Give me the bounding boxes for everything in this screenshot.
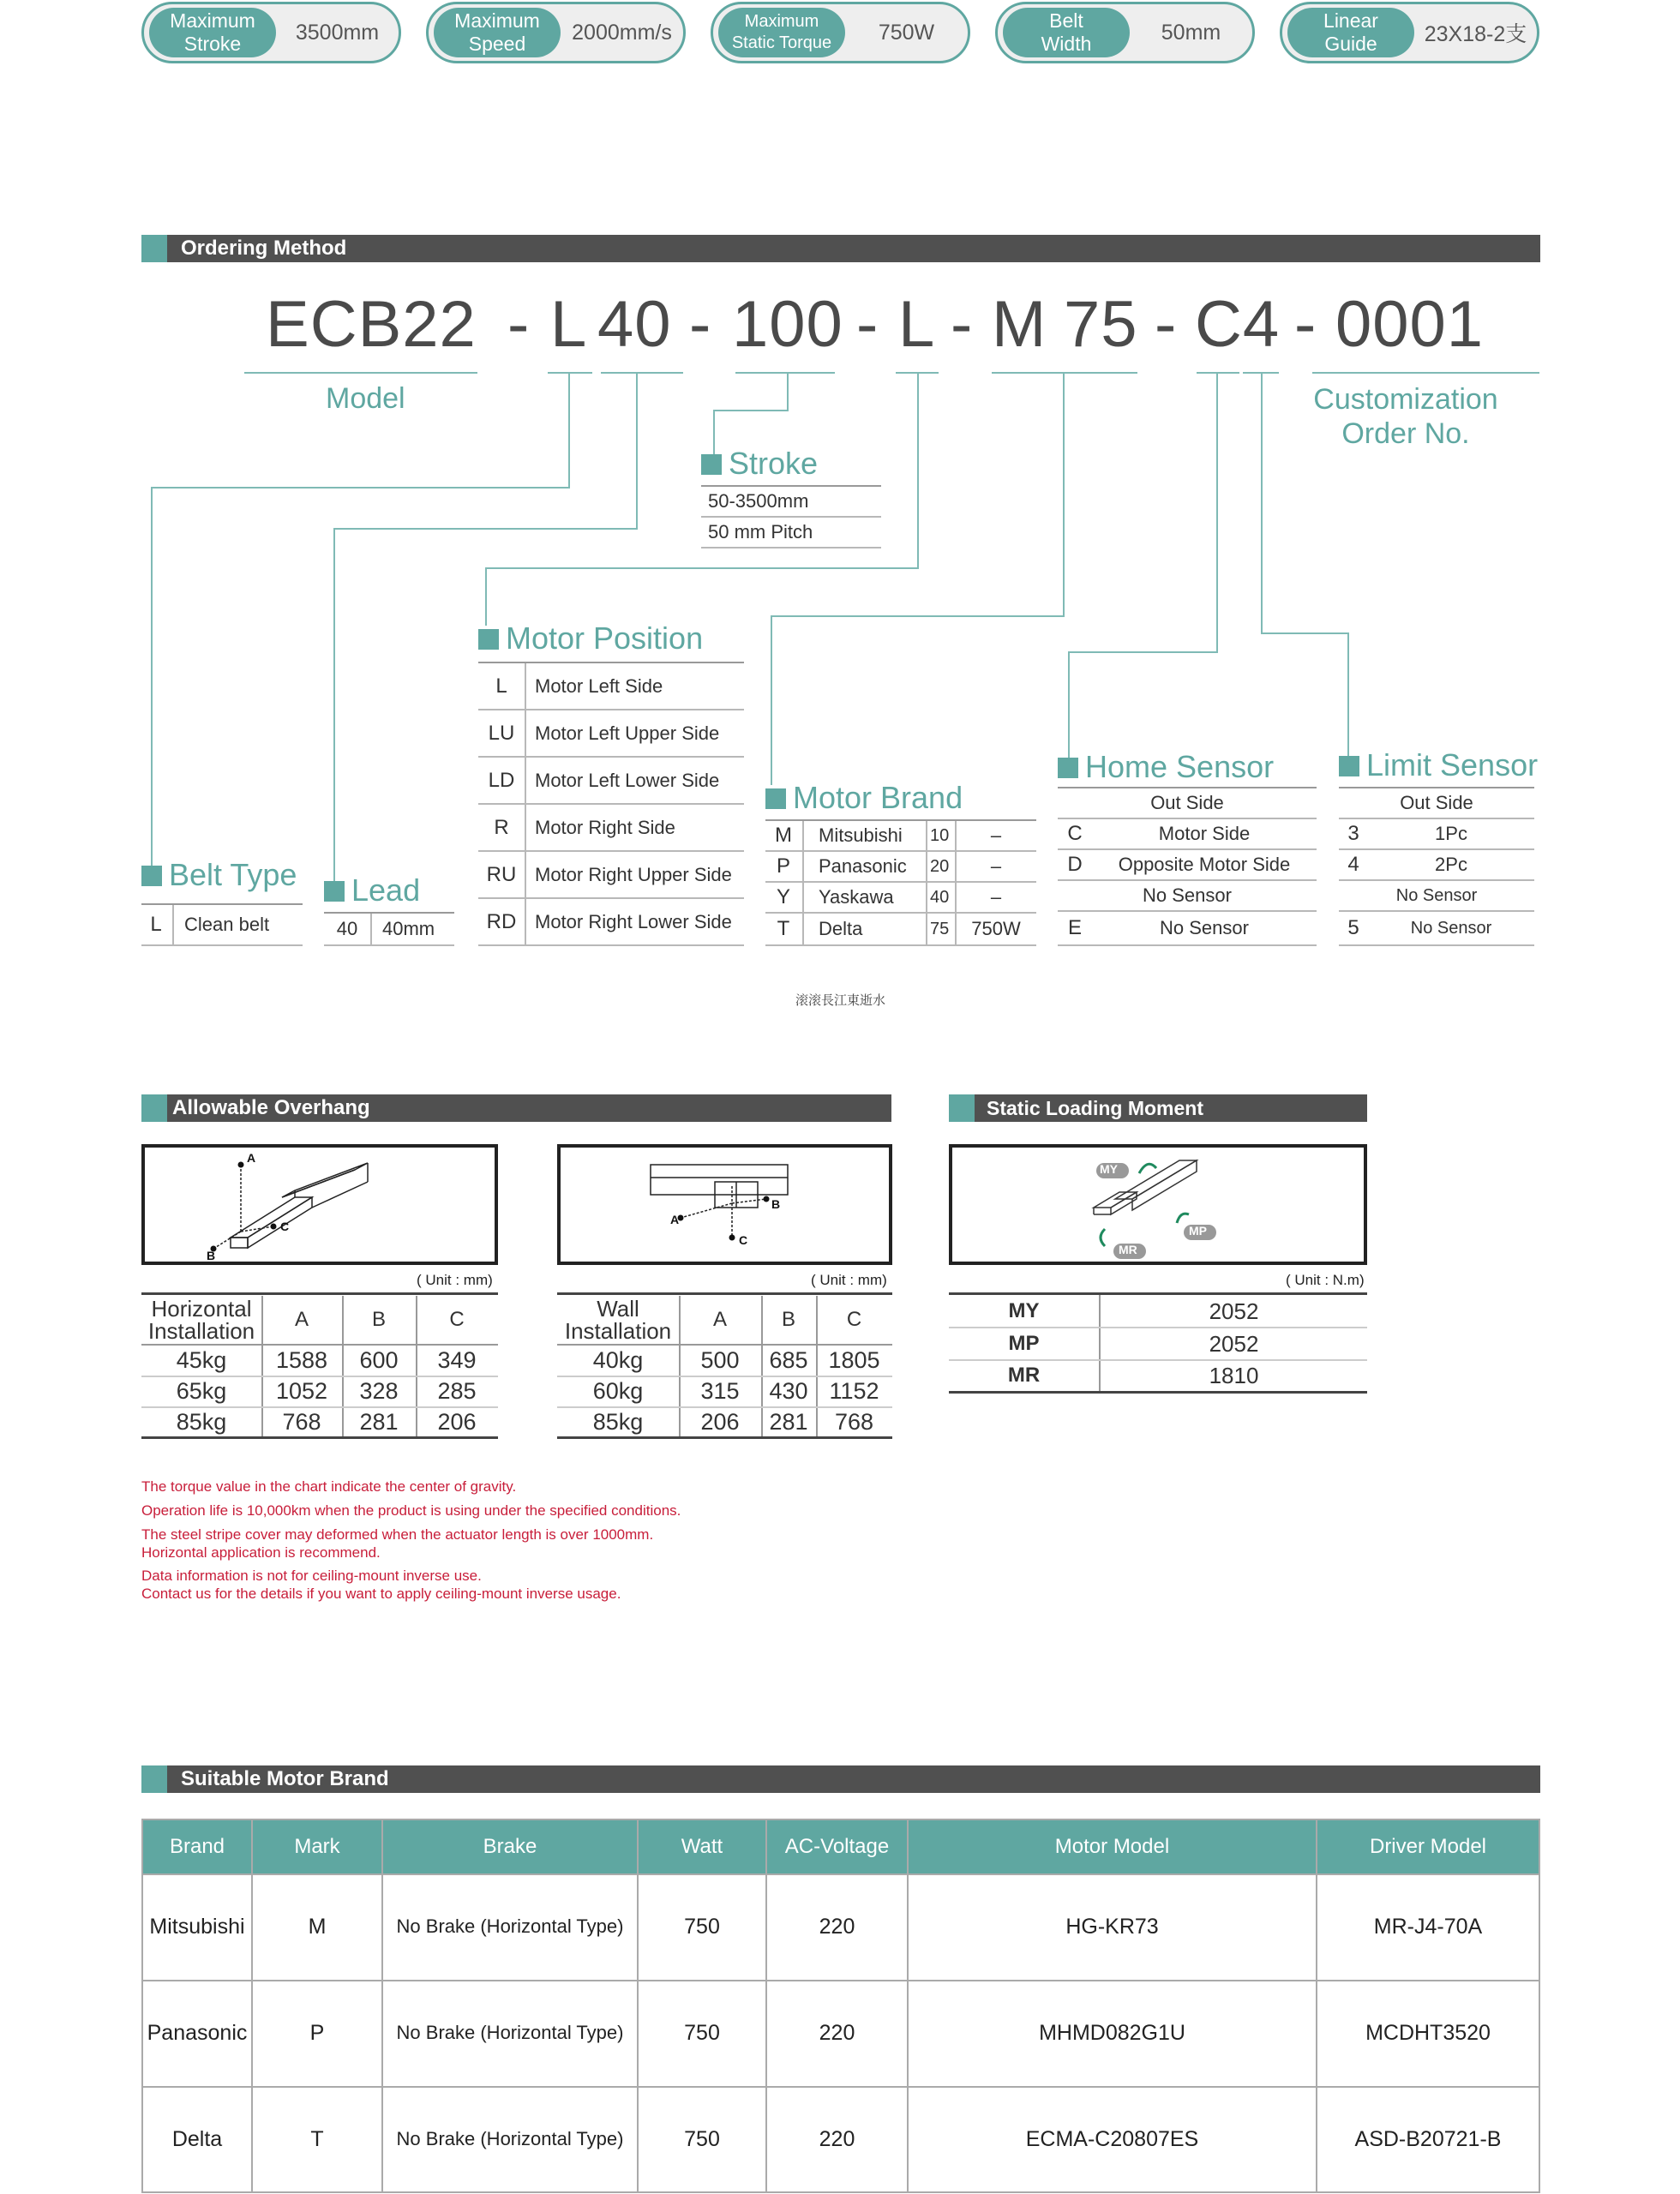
square-bullet [701, 454, 722, 475]
table-cell: 281 [359, 1408, 399, 1435]
brand-watt: – [990, 886, 1002, 908]
home-sensor-row [1058, 912, 1317, 946]
moment-name: MY [1008, 1299, 1040, 1322]
position-desc: Motor Left Lower Side [535, 769, 720, 791]
static-moment-diagram [949, 1144, 1367, 1265]
sensor-code: D [1067, 853, 1083, 876]
cell-watt: 750 [684, 2126, 720, 2151]
header-ac-voltage: AC-Voltage [784, 1835, 890, 1858]
code-dash: - [951, 288, 974, 361]
spec-value: 2000mm/s [572, 20, 672, 45]
motor-brand-row [765, 914, 1036, 946]
code-model: ECB22 [266, 288, 477, 361]
cell-driver-model: ASD-B20721-B [1354, 2126, 1502, 2151]
spec-linear-guide [1280, 2, 1539, 63]
accent-block [141, 235, 167, 262]
underline [735, 372, 835, 374]
cell-driver-model: MR-J4-70A [1373, 1914, 1483, 1939]
limit-desc: 1Pc [1435, 823, 1467, 844]
square-bullet [478, 629, 499, 650]
diagram-label-c: C [739, 1233, 748, 1247]
section-title: Static Loading Moment [987, 1097, 1203, 1119]
table-cell: 430 [769, 1377, 808, 1404]
table-bottom-line [949, 1391, 1367, 1394]
table-cell: 1152 [829, 1377, 879, 1404]
motor-position-row [478, 805, 744, 852]
position-desc: Motor Left Upper Side [535, 722, 720, 744]
section-suitable-motor-brand [141, 1765, 1540, 1793]
stroke-row [701, 487, 881, 518]
table-cell: 1588 [275, 1346, 328, 1373]
limit-sensor-header-text: Out Side [1400, 792, 1473, 813]
motor-brand-title-text: Motor Brand [793, 780, 963, 815]
position-desc: Motor Right Side [535, 816, 675, 838]
table-cell: 85kg [176, 1408, 227, 1435]
lead-code: 40 [336, 918, 358, 939]
cell-motor-model: ECMA-C20807ES [1025, 2126, 1199, 2151]
cell-brand: Panasonic [147, 2020, 248, 2045]
unit-label: ( Unit : N.m) [1286, 1272, 1365, 1288]
stroke-row [701, 518, 881, 548]
note-1: The torque value in the chart indicate the center of gravity. [141, 1478, 517, 1495]
code-dash: - [1155, 288, 1178, 361]
belt-type-title-text: Belt Type [169, 857, 297, 892]
brand-num: 10 [930, 825, 950, 845]
spec-value: 23X18-2支 [1424, 22, 1527, 46]
diagram-label-b: B [771, 1197, 781, 1211]
brand-watt: – [990, 855, 1002, 877]
cell-watt: 750 [684, 2020, 720, 2045]
brand-code: T [777, 917, 790, 940]
belt-type-row [141, 905, 303, 946]
square-bullet [1058, 758, 1078, 778]
brand-code: M [775, 824, 792, 847]
motor-brand-title [765, 780, 963, 816]
position-code: LD [488, 768, 515, 792]
limit-desc: 2Pc [1435, 854, 1467, 875]
brand-name: Mitsubishi [819, 824, 903, 846]
position-desc: Motor Right Upper Side [535, 863, 732, 885]
table-cell: 285 [437, 1377, 477, 1404]
table-bottom-line [557, 1436, 892, 1439]
underline [1312, 372, 1539, 374]
note-4: Data information is not for ceiling-mount inverse use. Contact us for the details if you want to apply ceiling-mount inverse usage. [141, 1568, 621, 1602]
spec-max-stroke [141, 2, 401, 63]
table-cell: 1805 [828, 1346, 880, 1373]
brand-name: Panasonic [819, 855, 907, 877]
cell-brand: Delta [171, 2126, 223, 2151]
table-cell: 206 [437, 1408, 477, 1435]
table-cell: 768 [282, 1408, 321, 1435]
customization-label: Customization Order No. [1313, 383, 1498, 450]
sensor-desc: Opposite Motor Side [1118, 854, 1291, 875]
header-motor-model: Motor Model [1054, 1835, 1170, 1858]
cell-voltage: 220 [819, 2126, 855, 2151]
cell-motor-model: MHMD082G1U [1039, 2020, 1185, 2045]
stroke-value: 50-3500mm [708, 490, 809, 512]
lead-desc: 40mm [382, 918, 435, 939]
underline [992, 372, 1137, 374]
cell-voltage: 220 [819, 1914, 855, 1939]
underline [244, 372, 477, 374]
table-cell: 281 [769, 1408, 808, 1435]
motor-brand-table [141, 1819, 1540, 2193]
stroke-title-text: Stroke [729, 446, 819, 481]
section-title: Ordering Method [181, 237, 347, 260]
motor-position-title [478, 620, 703, 656]
limit-sensor-row [1339, 912, 1534, 946]
wall-overhang-diagram [557, 1144, 892, 1265]
code-belt: L [550, 288, 588, 361]
underline [601, 372, 683, 374]
home-sensor-header-text: Out Side [1150, 792, 1224, 813]
table-head-a: A [294, 1308, 309, 1331]
home-sensor-row [1058, 819, 1317, 850]
brand-code: Y [776, 885, 790, 908]
header-mark: Mark [294, 1835, 340, 1858]
brand-code: P [776, 854, 790, 878]
position-code: LU [488, 721, 515, 745]
position-desc: Motor Right Lower Side [535, 910, 732, 932]
brand-num: 20 [930, 856, 950, 876]
sensor-desc: Motor Side [1158, 823, 1251, 844]
home-sensor-title [1058, 749, 1274, 785]
spec-label: Linear Guide [1287, 8, 1414, 57]
diagram-label-b: B [207, 1249, 216, 1262]
limit-sensor-header [1339, 788, 1534, 819]
table-head-c: C [846, 1308, 862, 1331]
position-code: RU [486, 862, 517, 886]
table-head-b: B [371, 1308, 386, 1331]
note-3: The steel stripe cover may deformed when the actuator length is over 1000mm. Horizontal application is recommend. [141, 1526, 654, 1561]
code-position: L [898, 288, 936, 361]
position-code: L [495, 674, 507, 698]
code-dash: - [856, 288, 879, 361]
sensor-desc: No Sensor [1143, 884, 1232, 906]
spec-label: Maximum Static Torque [718, 8, 845, 57]
cell-brand: Mitsubishi [149, 1914, 245, 1939]
horizontal-overhang-diagram [141, 1144, 498, 1265]
header-driver-model: Driver Model [1369, 1835, 1487, 1858]
limit-sensor-title-text: Limit Sensor [1366, 747, 1539, 782]
cell-brake: No Brake (Horizontal Type) [396, 2128, 624, 2149]
table-cell: 40kg [592, 1346, 644, 1373]
limit-sensor-row [1339, 850, 1534, 881]
limit-sensor-title [1339, 747, 1538, 783]
code-lead: 40 [597, 288, 672, 361]
limit-sensor-row [1339, 819, 1534, 850]
position-code: R [494, 815, 509, 839]
moment-value: 1810 [1209, 1362, 1259, 1388]
brand-watt: 750W [971, 918, 1021, 939]
table-cell: 500 [700, 1346, 740, 1373]
spec-value: 50mm [1161, 20, 1221, 45]
cell-brake: No Brake (Horizontal Type) [396, 2022, 624, 2043]
diagram-label-a: A [670, 1213, 680, 1226]
accent-block [141, 1765, 167, 1793]
model-label: Model [326, 382, 405, 415]
code-watt: 75 [1064, 288, 1138, 361]
brand-num: 75 [930, 919, 950, 938]
table-cell: 45kg [176, 1346, 227, 1373]
cell-brake: No Brake (Horizontal Type) [396, 1915, 624, 1937]
home-sensor-title-text: Home Sensor [1085, 749, 1275, 784]
square-bullet [141, 866, 162, 886]
motor-position-row [478, 899, 744, 946]
code-dash: - [689, 288, 712, 361]
motor-position-row [478, 663, 744, 710]
code-dash: - [1294, 288, 1317, 361]
header-brake: Brake [483, 1835, 537, 1858]
sensor-code: C [1067, 822, 1083, 845]
table-head-a: A [712, 1308, 727, 1331]
section-title: Allowable Overhang [172, 1096, 370, 1119]
unit-label: ( Unit : mm) [417, 1272, 493, 1288]
position-code: RD [486, 909, 517, 933]
diagram-label-a: A [247, 1151, 256, 1165]
table-cell: 206 [700, 1408, 740, 1435]
code-brand: M [992, 288, 1047, 361]
unit-label: ( Unit : mm) [811, 1272, 887, 1288]
brand-watt: – [990, 824, 1002, 846]
motor-brand-row [765, 821, 1036, 852]
limit-code: 3 [1347, 822, 1359, 845]
motor-brand-row [765, 852, 1036, 883]
moment-value: 2052 [1209, 1298, 1259, 1324]
table-top-line [949, 1292, 1367, 1295]
cell-mark: T [310, 2126, 324, 2151]
moment-label-mp: MP [1189, 1224, 1207, 1238]
motor-position-row [478, 852, 744, 899]
sensor-code: E [1067, 916, 1082, 939]
home-sensor-header [1058, 788, 1317, 819]
stroke-value: 50 mm Pitch [708, 521, 813, 543]
spec-label: Maximum Stroke [149, 8, 276, 57]
spec-max-speed [426, 2, 686, 63]
table-cell: 685 [769, 1346, 808, 1373]
spec-value: 3500mm [295, 20, 380, 45]
header-watt: Watt [681, 1835, 723, 1858]
section-allowable-overhang [141, 1094, 891, 1122]
section-static-loading-moment [949, 1094, 1367, 1122]
moment-label-my: MY [1100, 1162, 1118, 1176]
cell-mark: M [308, 1914, 327, 1939]
moment-name: MR [1007, 1364, 1041, 1387]
code-stroke: 100 [732, 288, 843, 361]
limit-desc: No Sensor [1395, 885, 1478, 905]
spec-max-static-torque [711, 2, 970, 63]
moment-value: 2052 [1209, 1330, 1259, 1357]
section-title: Suitable Motor Brand [181, 1767, 389, 1790]
sensor-desc: No Sensor [1160, 917, 1249, 938]
table-cell: 600 [359, 1346, 399, 1373]
spec-value: 750W [878, 20, 935, 45]
brand-num: 40 [930, 887, 950, 907]
table-cell: 85kg [592, 1408, 644, 1435]
spec-belt-width [995, 2, 1255, 63]
cell-voltage: 220 [819, 2020, 855, 2045]
section-ordering-method [141, 235, 1540, 262]
actuator-drawing [145, 1148, 495, 1262]
table-cell: 349 [437, 1346, 477, 1373]
home-sensor-row [1058, 850, 1317, 881]
table-top-line [557, 1292, 892, 1295]
header-brand: Brand [169, 1835, 225, 1858]
cell-mark: P [309, 2020, 325, 2045]
actuator-drawing [561, 1148, 889, 1262]
spec-label: Belt Width [1003, 8, 1130, 57]
position-desc: Motor Left Side [535, 674, 663, 697]
lead-row [324, 914, 454, 946]
table-head-wall: Wall Installation [564, 1296, 672, 1344]
moment-name: MP [1008, 1332, 1040, 1355]
moment-drawing [952, 1148, 1364, 1262]
underline [1197, 372, 1239, 374]
code-sensor: C4 [1195, 288, 1281, 361]
table-cell: 1052 [275, 1377, 328, 1404]
code-custom: 0001 [1335, 288, 1485, 361]
table-head-b: B [781, 1308, 795, 1331]
accent-block [949, 1094, 975, 1122]
footnote: 滚滚長江東逝水 [795, 993, 886, 1008]
table-bottom-line [141, 1436, 498, 1439]
table-cell: 65kg [176, 1377, 227, 1404]
table-top-line [141, 1292, 498, 1295]
table-head-horizontal: Horizontal Installation [147, 1296, 255, 1344]
motor-position-row [478, 758, 744, 805]
motor-position-title-text: Motor Position [506, 620, 704, 656]
accent-block [141, 1094, 167, 1122]
cell-watt: 750 [684, 1914, 720, 1939]
limit-code: 4 [1347, 853, 1359, 876]
limit-code: 5 [1347, 916, 1359, 939]
cell-driver-model: MCDHT3520 [1365, 2020, 1491, 2045]
note-2: Operation life is 10,000km when the product is using under the specified conditions. [141, 1502, 681, 1519]
lead-title-text: Lead [351, 872, 421, 908]
lead-title [324, 872, 420, 908]
limit-desc: No Sensor [1410, 918, 1492, 938]
code-dash: - [507, 288, 531, 361]
limit-sensor-row [1339, 881, 1534, 912]
diagram-label-c: C [280, 1220, 290, 1233]
square-bullet [1339, 756, 1359, 776]
home-sensor-row [1058, 881, 1317, 912]
table-cell: 328 [359, 1377, 399, 1404]
brand-name: Yaskawa [819, 886, 894, 908]
underline [548, 372, 592, 374]
brand-name: Delta [819, 918, 863, 939]
moment-label-mr: MR [1119, 1243, 1137, 1256]
table-cell: 60kg [592, 1377, 644, 1404]
stroke-title [701, 446, 818, 482]
motor-position-row [478, 710, 744, 758]
table-head-c: C [449, 1308, 465, 1331]
spec-label: Maximum Speed [434, 8, 561, 57]
table-cell: 768 [834, 1408, 874, 1435]
motor-brand-row [765, 883, 1036, 914]
cell-motor-model: HG-KR73 [1065, 1914, 1159, 1939]
square-bullet [765, 788, 786, 809]
square-bullet [324, 881, 345, 902]
belt-desc: Clean belt [184, 914, 270, 935]
table-cell: 315 [700, 1377, 740, 1404]
belt-type-title [141, 857, 297, 893]
belt-code: L [150, 913, 162, 936]
